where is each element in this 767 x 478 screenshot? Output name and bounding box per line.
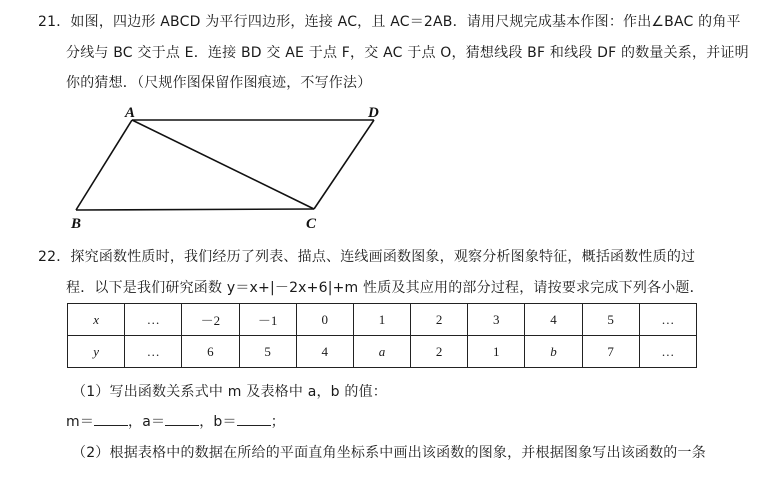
table-cell: 5 xyxy=(239,336,296,368)
q21-number: 21． xyxy=(38,14,71,30)
q22-answer-line xyxy=(66,411,285,431)
table-cell: 6 xyxy=(182,336,239,368)
label-B: B xyxy=(71,216,82,232)
table-cell: 5 xyxy=(582,304,639,336)
table-cell: … xyxy=(639,336,696,368)
table-row-x xyxy=(68,304,697,336)
table-cell: a xyxy=(353,336,410,368)
table-cell: －2 xyxy=(182,304,239,336)
answer-end: ； xyxy=(270,414,285,430)
diagonal-AC xyxy=(132,120,314,209)
parallelogram-figure xyxy=(62,100,392,240)
edge-AB xyxy=(76,120,132,210)
value-table xyxy=(67,303,697,368)
table-cell: 3 xyxy=(468,304,525,336)
edge-BC xyxy=(76,209,314,210)
q21-text-1: 如图，四边形 ABCD 为平行四边形，连接 AC，且 AC＝2AB．请用尺规完成基本作图：作出∠BAC 的角平 xyxy=(70,14,741,30)
q22-sub2: （2）根据表格中的数据在所给的平面直角坐标系中画出该函数的图象，并根据图象写出该函数的一条 xyxy=(72,445,706,461)
answer-m-label: m＝ xyxy=(66,414,95,430)
table-cell: b xyxy=(525,336,582,368)
table-cell: 7 xyxy=(582,336,639,368)
table-cell: … xyxy=(125,304,182,336)
q22-line-1 xyxy=(38,246,695,266)
q21-line-1 xyxy=(38,11,741,31)
table-cell: 1 xyxy=(468,336,525,368)
table-cell: 1 xyxy=(353,304,410,336)
q22-text-1: 探究函数性质时，我们经历了列表、描点、连线画函数图象，观察分析图象特征，概括函数性质的过 xyxy=(70,249,696,265)
q22-number: 22． xyxy=(38,249,71,265)
table-row-y xyxy=(68,336,697,368)
label-D: D xyxy=(368,105,379,121)
label-C: C xyxy=(306,216,317,232)
table-cell: … xyxy=(639,304,696,336)
table-cell: 0 xyxy=(296,304,353,336)
q22-sub1: （1）写出函数关系式中 m 及表格中 a，b 的值： xyxy=(72,384,388,400)
edge-CD xyxy=(314,120,374,209)
table-cell: x xyxy=(68,304,125,336)
table-cell: y xyxy=(68,336,125,368)
table-cell: 2 xyxy=(411,304,468,336)
q21-line-3: 你的猜想．（尺规作图保留作图痕迹，不写作法） xyxy=(66,75,372,91)
answer-m-blank[interactable] xyxy=(94,413,128,426)
q22-line-2: 程．以下是我们研究函数 y＝x+|－2x+6|+m 性质及其应用的部分过程，请按要求完成下列各小题． xyxy=(66,280,704,296)
answer-a-label: ，a＝ xyxy=(128,414,166,430)
answer-b-label: ，b＝ xyxy=(199,414,237,430)
q21-line-2: 分线与 BC 交于点 E．连接 BD 交 AE 于点 F，交 AC 于点 O，猜想线段 BF 和线段 DF 的数量关系，并证明 xyxy=(66,45,749,61)
table-cell: －1 xyxy=(239,304,296,336)
table-cell: 4 xyxy=(296,336,353,368)
table-cell: 4 xyxy=(525,304,582,336)
label-A: A xyxy=(125,105,136,121)
answer-b-blank[interactable] xyxy=(237,413,271,426)
answer-a-blank[interactable] xyxy=(165,413,199,426)
table-cell: 2 xyxy=(411,336,468,368)
table-cell: … xyxy=(125,336,182,368)
